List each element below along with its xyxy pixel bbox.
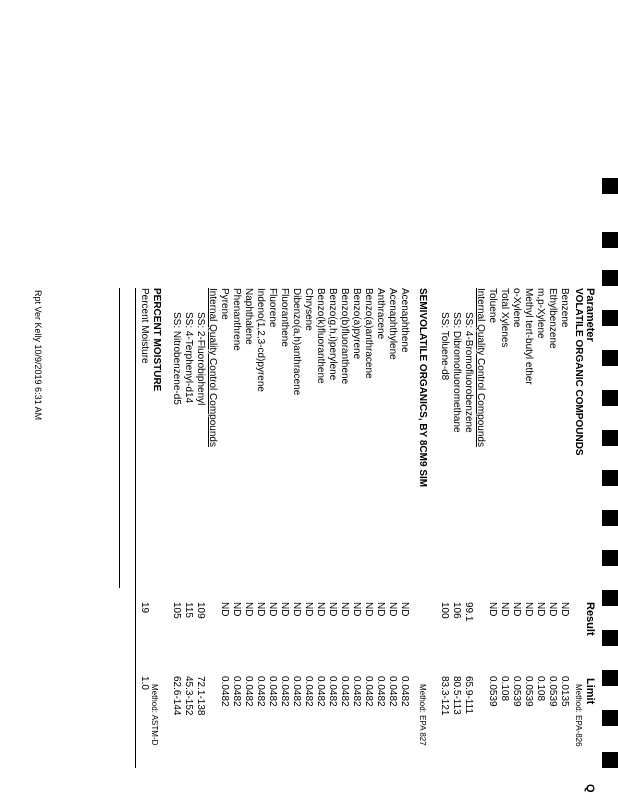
table-row: Methyl tert-butyl ether ND 0.0539 bbox=[523, 288, 534, 707]
table-row: Fluorene ND 0.0482 bbox=[267, 288, 278, 707]
scan-mark bbox=[602, 270, 618, 286]
table-row: Acenaphthylene ND 0.0482 bbox=[387, 288, 398, 707]
results-table bbox=[0, 288, 618, 800]
table-row: Benzo(g,h,i)perylene ND 0.0482 bbox=[327, 288, 338, 707]
table-row: Benzo(a)pyrene ND 0.0482 bbox=[351, 288, 362, 707]
table-row: Fluoranthene ND 0.0482 bbox=[279, 288, 290, 707]
moisture-method: Method: ASTM-D bbox=[150, 684, 159, 746]
table-row: Benzo(a)anthracene ND 0.0482 bbox=[363, 288, 374, 707]
table-row: Chrysene ND 0.0482 bbox=[303, 288, 314, 707]
col-header-qualifier: Q bbox=[584, 784, 596, 793]
table-row: SS: 4-Bromofluorobenzene 99.1 65.9-111 bbox=[463, 312, 474, 714]
voc-section-title: VOLATILE ORGANIC COMPOUNDS bbox=[573, 288, 584, 456]
voc-method: Method: EPA-826 bbox=[574, 684, 583, 747]
table-row: Benzo(b)fluoranthene ND 0.0482 bbox=[339, 288, 350, 707]
col-header-result: Result bbox=[584, 602, 596, 636]
qc-title: Internal Quality Control Compounds bbox=[207, 288, 218, 447]
table-row: Percent Moisture 19 1.0 bbox=[139, 288, 150, 690]
table-row: Total Xylenes ND 0.108 bbox=[499, 288, 510, 702]
table-row: SS: Toluene-d8 100 83.3-121 bbox=[439, 312, 450, 716]
table-row: Ethylbenzene ND 0.0539 bbox=[547, 288, 558, 707]
table-row: Benzene ND 0.0135 bbox=[559, 288, 570, 707]
qc-title: Internal Quality Control Compounds bbox=[475, 288, 486, 447]
section-rule bbox=[135, 288, 136, 768]
report-version-footer: Rpt Ver Kelly 10/9/2019 6:31 AM bbox=[33, 290, 43, 421]
table-row: Acenaphthene ND 0.0482 bbox=[399, 288, 410, 707]
table-row: Benzo(k)fluoranthene ND 0.0482 bbox=[315, 288, 326, 707]
table-row: Indeno(1,2,3-cd)pyrene ND 0.0482 bbox=[255, 288, 266, 707]
svoc-section-title: SEMIVOLATILE ORGANICS, BY 8CM9 SIM bbox=[417, 288, 428, 488]
table-row: Dibenzo(a,h)anthracene ND 0.0482 bbox=[291, 288, 302, 707]
scan-mark bbox=[602, 232, 618, 248]
table-row: m,p-Xylene ND 0.108 bbox=[535, 288, 546, 702]
table-row: o-Xylene ND 0.0539 bbox=[511, 288, 522, 707]
col-header-limit: Limit bbox=[584, 678, 596, 705]
svoc-method: Method: EPA 827 bbox=[418, 684, 427, 746]
table-row: SS: Dibromofluoromethane 106 80.5-113 bbox=[451, 312, 462, 715]
table-row: Pyrene ND 0.0482 bbox=[219, 288, 230, 707]
table-row: Phenanthrene ND 0.0482 bbox=[231, 288, 242, 707]
table-row: Toluene ND 0.0539 bbox=[487, 288, 498, 707]
moisture-section-title: PERCENT MOISTURE bbox=[151, 288, 162, 392]
table-row: Naphthalene ND 0.0482 bbox=[243, 288, 254, 707]
table-row: SS: 4-Terphenyl-d14 115 45.3-152 bbox=[183, 312, 194, 716]
table-row: Anthracene ND 0.0482 bbox=[375, 288, 386, 707]
table-row: SS: 2-Fluorobiphenyl 109 72.1-138 bbox=[195, 312, 206, 716]
scan-mark bbox=[602, 178, 618, 194]
table-row: SS: Nitrobenzene-d5 105 62.6-144 bbox=[171, 312, 182, 716]
section-rule bbox=[119, 288, 120, 588]
col-header-parameter: Parameter bbox=[584, 288, 596, 342]
